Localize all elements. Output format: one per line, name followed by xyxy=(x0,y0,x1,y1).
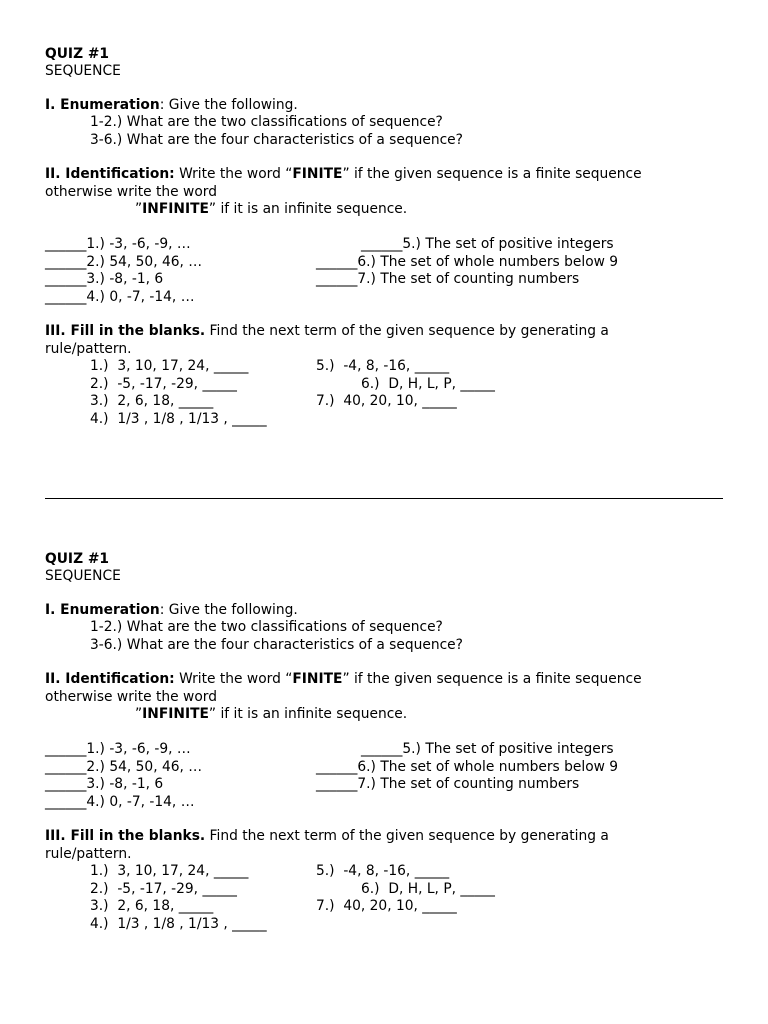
fill-blanks-item: 4.) 1/3 , 1/8 , 1/13 , _____ xyxy=(90,411,267,427)
quiz-subtitle: SEQUENCE xyxy=(45,63,121,79)
identification-instruction-cont: otherwise write the word xyxy=(45,184,217,200)
fill-blanks-instruction-cont: rule/pattern. xyxy=(45,341,132,357)
enumeration-item: 3-6.) What are the four characteristics of a sequence? xyxy=(90,637,463,653)
identification-item: ______7.) The set of counting numbers xyxy=(316,776,580,792)
identification-instruction: II. Identification: Write the word “FINITE” if the given sequence is a finite sequence xyxy=(45,671,642,687)
enumeration-instruction: I. Enumeration: Give the following. xyxy=(45,97,298,113)
fill-blanks-instruction-cont: rule/pattern. xyxy=(45,846,132,862)
fill-blanks-instruction: III. Fill in the blanks. Find the next term of the given sequence by generating a xyxy=(45,323,609,339)
identification-item: ______5.) The set of positive integers xyxy=(361,741,614,757)
fill-blanks-item: 7.) 40, 20, 10, _____ xyxy=(316,393,457,409)
enumeration-instruction: I. Enumeration: Give the following. xyxy=(45,602,298,618)
fill-blanks-item: 4.) 1/3 , 1/8 , 1/13 , _____ xyxy=(90,916,267,932)
identification-heading: II. Identification: xyxy=(45,671,175,687)
identification-instruction-cont: ”INFINITE” if it is an infinite sequence. xyxy=(135,201,408,217)
fill-blanks-item: 6.) D, H, L, P, _____ xyxy=(361,376,495,392)
identification-item: ______3.) -8, -1, 6 xyxy=(45,776,164,792)
cut-line-divider xyxy=(45,498,723,499)
identification-instruction-cont: otherwise write the word xyxy=(45,689,217,705)
identification-item: ______1.) -3, -6, -9, … xyxy=(45,236,191,252)
enumeration-item: 3-6.) What are the four characteristics of a sequence? xyxy=(90,132,463,148)
identification-item: ______4.) 0, -7, -14, … xyxy=(45,289,195,305)
identification-item: ______3.) -8, -1, 6 xyxy=(45,271,164,287)
fill-blanks-item: 7.) 40, 20, 10, _____ xyxy=(316,898,457,914)
fill-blanks-item: 3.) 2, 6, 18, _____ xyxy=(90,393,214,409)
fill-blanks-item: 2.) -5, -17, -29, _____ xyxy=(90,881,237,897)
fill-blanks-item: 3.) 2, 6, 18, _____ xyxy=(90,898,214,914)
identification-item: ______7.) The set of counting numbers xyxy=(316,271,580,287)
fill-blanks-item: 1.) 3, 10, 17, 24, _____ xyxy=(90,358,249,374)
identification-item: ______2.) 54, 50, 46, … xyxy=(45,759,203,775)
fill-blanks-heading: III. Fill in the blanks. xyxy=(45,828,206,844)
enumeration-item: 1-2.) What are the two classifications of sequence? xyxy=(90,619,443,635)
identification-instruction-cont: ”INFINITE” if it is an infinite sequence. xyxy=(135,706,408,722)
quiz-title: QUIZ #1 xyxy=(45,46,110,62)
identification-item: ______4.) 0, -7, -14, … xyxy=(45,794,195,810)
identification-item: ______6.) The set of whole numbers below 9 xyxy=(316,759,619,775)
quiz-subtitle: SEQUENCE xyxy=(45,568,121,584)
fill-blanks-item: 6.) D, H, L, P, _____ xyxy=(361,881,495,897)
quiz-title: QUIZ #1 xyxy=(45,551,110,567)
fill-blanks-item: 1.) 3, 10, 17, 24, _____ xyxy=(90,863,249,879)
identification-item: ______1.) -3, -6, -9, … xyxy=(45,741,191,757)
enumeration-item: 1-2.) What are the two classifications of sequence? xyxy=(90,114,443,130)
fill-blanks-item: 5.) -4, 8, -16, _____ xyxy=(316,863,450,879)
enumeration-heading: I. Enumeration xyxy=(45,97,160,113)
identification-heading: II. Identification: xyxy=(45,166,175,182)
fill-blanks-heading: III. Fill in the blanks. xyxy=(45,323,206,339)
fill-blanks-item: 2.) -5, -17, -29, _____ xyxy=(90,376,237,392)
identification-instruction: II. Identification: Write the word “FINITE” if the given sequence is a finite sequence xyxy=(45,166,642,182)
fill-blanks-instruction: III. Fill in the blanks. Find the next term of the given sequence by generating a xyxy=(45,828,609,844)
fill-blanks-item: 5.) -4, 8, -16, _____ xyxy=(316,358,450,374)
identification-item: ______6.) The set of whole numbers below 9 xyxy=(316,254,619,270)
identification-item: ______5.) The set of positive integers xyxy=(361,236,614,252)
identification-item: ______2.) 54, 50, 46, … xyxy=(45,254,203,270)
enumeration-heading: I. Enumeration xyxy=(45,602,160,618)
